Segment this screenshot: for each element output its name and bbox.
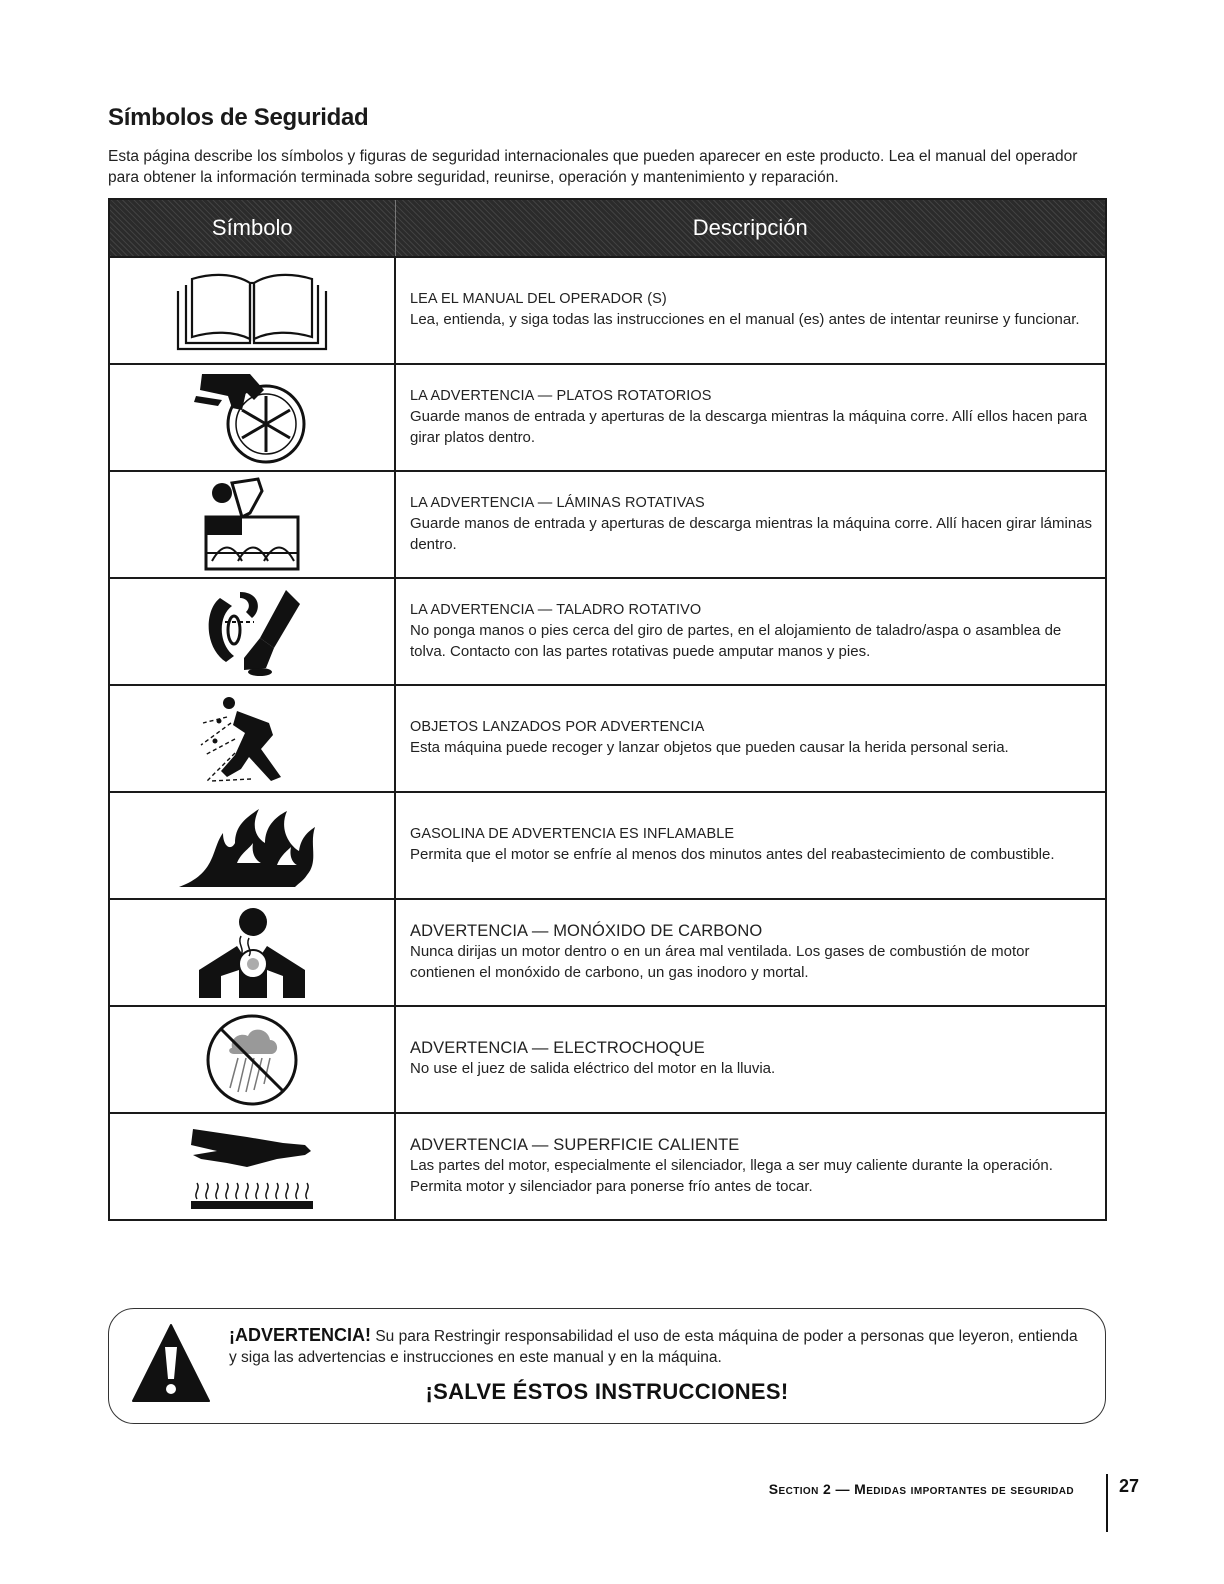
table-row: [109, 685, 1106, 792]
description-cell: [395, 471, 1106, 578]
row-text: Las partes del motor, especialmente el silenciador, llega a ser muy caliente durante la operación. Permita motor y silenciador para ponerse frío antes de tocar.: [410, 1156, 1053, 1195]
footer-divider: [1106, 1474, 1108, 1532]
table-row: [109, 899, 1106, 1006]
description-cell: [395, 1006, 1106, 1113]
symbol-cell: [109, 899, 395, 1006]
no-rain-icon: [204, 1012, 300, 1108]
row-title: OBJETOS LANZADOS POR ADVERTENCIA: [410, 719, 705, 735]
header-description: Descripción: [395, 199, 1106, 257]
row-text: Nunca dirijas un motor dentro o en un área mal ventilada. Los gases de combustión de motor contienen el monóxido de carbono, un gas inodoro y mortal.: [410, 942, 1030, 981]
page-title: Símbolos de Seguridad: [108, 104, 369, 131]
rotating-auger-icon: [200, 586, 304, 678]
table-header-row: [109, 199, 1106, 257]
row-text: Esta máquina puede recoger y lanzar objetos que pueden causar la herida personal seria.: [410, 739, 1009, 756]
save-instructions: ¡SALVE ÉSTOS INSTRUCCIONES!: [425, 1379, 789, 1404]
header-symbol: Símbolo: [109, 199, 395, 257]
table-row: [109, 1006, 1106, 1113]
symbol-cell: [109, 792, 395, 899]
table-row: [109, 578, 1106, 685]
table-row: [109, 364, 1106, 471]
row-title: LA ADVERTENCIA — PLATOS ROTATORIOS: [410, 387, 712, 404]
flame-icon: [177, 803, 327, 889]
row-title: LEA EL MANUAL DEL OPERADOR (S): [410, 291, 667, 307]
page-number: 27: [1119, 1476, 1140, 1496]
thrown-objects-icon: [197, 693, 307, 785]
row-title: ADVERTENCIA — MONÓXIDO DE CARBONO: [410, 921, 763, 940]
symbol-cell: [109, 578, 395, 685]
row-title: LA ADVERTENCIA — LÁMINAS ROTATIVAS: [410, 494, 705, 511]
row-text: Lea, entienda, y siga todas las instrucciones en el manual (es) antes de intentar reunirse y funcionar.: [410, 311, 1080, 328]
description-cell: [395, 257, 1106, 364]
symbol-cell: [109, 364, 395, 471]
rotating-plates-hand-icon: [192, 370, 312, 466]
row-text: Guarde manos de entrada y aperturas de la descarga mientras la máquina corre. Allí ellos hacen para girar platos dentro.: [410, 407, 1088, 446]
symbol-cell: [109, 257, 395, 364]
footer-section-title: Section 2 — Medidas importantes de seguridad: [768, 1481, 1074, 1497]
hot-surface-icon: [187, 1123, 317, 1211]
rotating-blades-icon: [202, 477, 302, 573]
open-book-icon: [172, 269, 332, 353]
carbon-monoxide-icon: [197, 906, 307, 1000]
intro-paragraph: Esta página describe los símbolos y figuras de seguridad internacionales que pueden aparecer en este producto. Lea el manual del operador para obtener la información terminada sobre seguridad, reunirse, operación y mantenimiento y reparación.: [108, 148, 1078, 186]
table-row: [109, 471, 1106, 578]
row-text: No use el juez de salida eléctrico del motor en la lluvia.: [410, 1060, 776, 1077]
warning-label: ¡ADVERTENCIA!: [229, 1325, 371, 1345]
row-text: Permita que el motor se enfríe al menos dos minutos antes del reabastecimiento de combustible.: [410, 846, 1055, 863]
table-row: [109, 257, 1106, 364]
warning-body: Su para Restringir responsabilidad el uso de esta máquina de poder a personas que leyeron, entienda y siga las advertencias e instrucciones en este manual y en la máquina.: [229, 1328, 1078, 1366]
symbol-cell: [109, 1006, 395, 1113]
description-cell: [395, 578, 1106, 685]
row-title: ADVERTENCIA — ELECTROCHOQUE: [410, 1039, 705, 1057]
warning-text: [229, 1325, 1089, 1368]
description-cell: [395, 899, 1106, 1006]
safety-symbols-table: [108, 198, 1107, 1221]
table-row: [109, 792, 1106, 899]
symbol-cell: [109, 685, 395, 792]
row-text: Guarde manos de entrada y aperturas de descarga mientras la máquina corre. Allí hacen girar láminas dentro.: [410, 514, 1093, 553]
row-title: ADVERTENCIA — SUPERFICIE CALIENTE: [410, 1135, 740, 1154]
row-title: GASOLINA DE ADVERTENCIA ES INFLAMABLE: [410, 826, 735, 842]
description-cell: [395, 792, 1106, 899]
description-cell: [395, 364, 1106, 471]
row-text: No ponga manos o pies cerca del giro de partes, en el alojamiento de taladro/aspa o asamblea de tolva. Contacto con las partes rotativas puede amputar manos y pies.: [410, 621, 1062, 660]
warning-box: [108, 1308, 1106, 1424]
table-row: [109, 1113, 1106, 1220]
symbol-cell: [109, 1113, 395, 1220]
symbol-cell: [109, 471, 395, 578]
row-title: LA ADVERTENCIA — TALADRO ROTATIVO: [410, 601, 702, 618]
description-cell: [395, 1113, 1106, 1220]
description-cell: [395, 685, 1106, 792]
